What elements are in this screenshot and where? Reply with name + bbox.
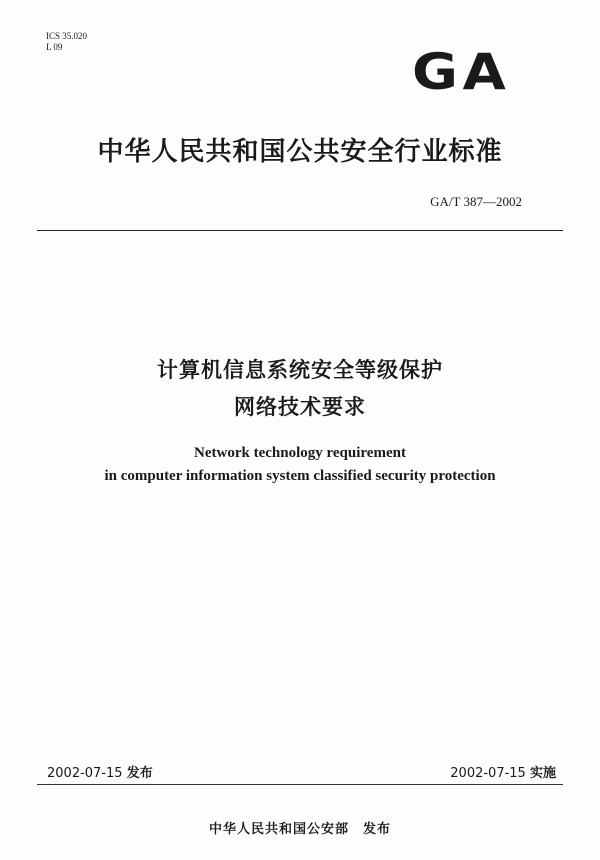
- document-title-zh-line1: 计算机信息系统安全等级保护: [157, 358, 443, 382]
- standard-category-title: 中华人民共和国公共安全行业标准: [97, 137, 503, 167]
- implement-date-block: [450, 762, 556, 781]
- implement-label: 实施: [529, 766, 556, 781]
- publisher-line: [0, 818, 600, 837]
- issue-date-block: [47, 762, 153, 781]
- footer-divider: [37, 784, 563, 785]
- publisher-name: 中华人民共和国公安部: [208, 822, 349, 837]
- document-title-zh-line2: 网络技术要求: [234, 395, 366, 419]
- document-title-en-line1: Network technology requirement: [194, 445, 406, 461]
- document-title-en-line2: in computer information system classified security protection: [104, 468, 496, 484]
- implement-date: 2002-07-15: [450, 766, 526, 781]
- standard-number: GA/T 387—2002: [430, 194, 522, 209]
- publisher-action: 发布: [363, 822, 392, 837]
- ics-code: ICS 35.020: [46, 31, 88, 41]
- ga-logo: GA: [412, 43, 511, 101]
- header-divider: [37, 230, 563, 231]
- issue-date: 2002-07-15: [47, 766, 123, 781]
- issue-label: 发布: [126, 766, 153, 781]
- ccs-code: L 09: [46, 42, 63, 52]
